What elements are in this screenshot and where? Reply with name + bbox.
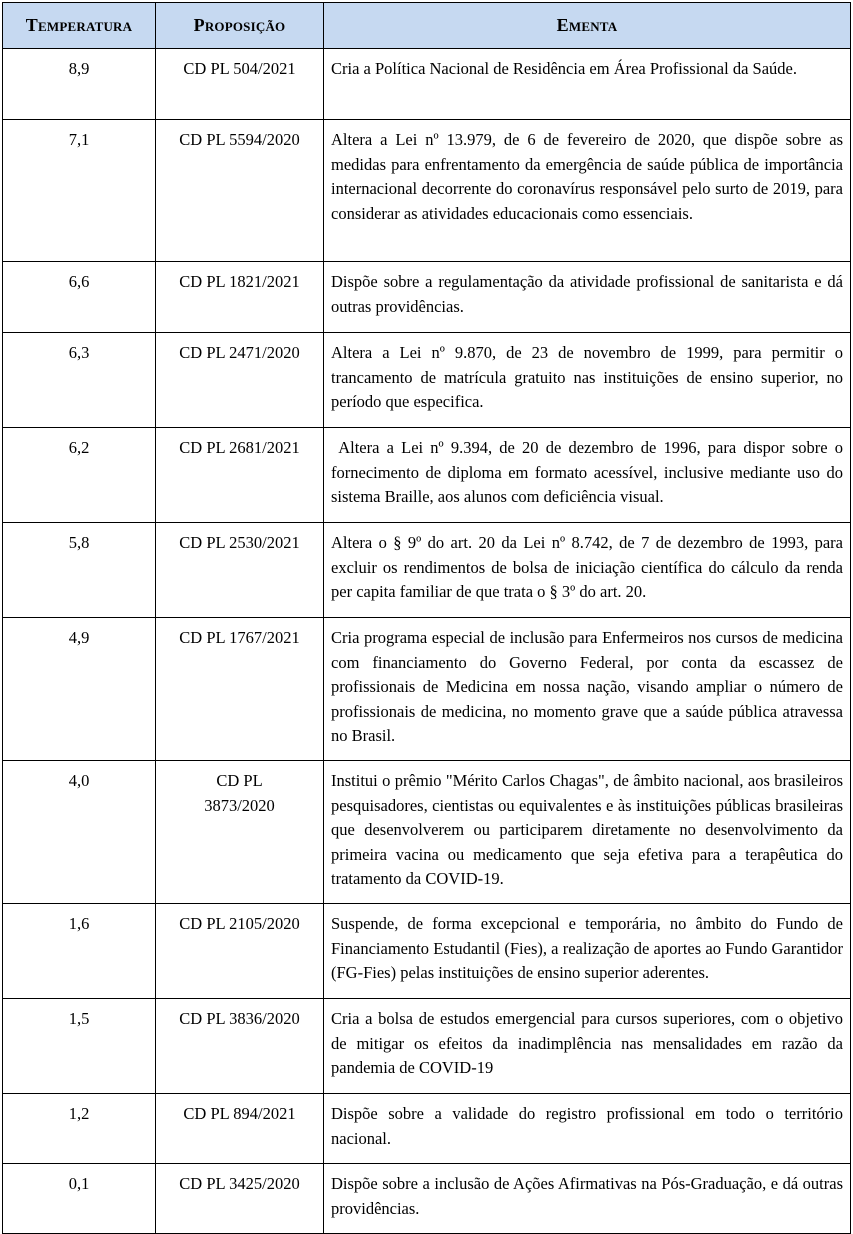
cell-ementa: Dispõe sobre a inclusão de Ações Afirmativas na Pós-Graduação, e dá outras providências. (324, 1164, 851, 1234)
table-row (3, 120, 851, 262)
cell-temperatura: 1,2 (3, 1094, 156, 1164)
cell-temperatura: 6,6 (3, 262, 156, 333)
table-row (3, 761, 851, 904)
cell-proposicao: CD PL 2681/2021 (156, 428, 324, 523)
table-row (3, 618, 851, 761)
cell-ementa: Institui o prêmio "Mérito Carlos Chagas", de âmbito nacional, aos brasileiros pesquisadores, cientistas ou equivalentes e às instituições públicas brasileiras que desenvolverem ou participarem diretamente no desenvolvimento da primeira vacina ou medicamento que seja efetiva para a terapêutica do tratamento da COVID-19. (324, 761, 851, 904)
header-proposicao: Proposição (156, 3, 324, 49)
cell-ementa: Altera a Lei nº 9.870, de 23 de novembro de 1999, para permitir o trancamento de matrícula gratuito nas instituições de ensino superior, no período que especifica. (324, 333, 851, 428)
cell-temperatura: 4,0 (3, 761, 156, 904)
table-row (3, 428, 851, 523)
cell-proposicao: CD PL 1767/2021 (156, 618, 324, 761)
cell-ementa: Cria a Política Nacional de Residência em Área Profissional da Saúde. (324, 49, 851, 120)
propositions-table (2, 2, 851, 1234)
cell-ementa: Suspende, de forma excepcional e temporária, no âmbito do Fundo de Financiamento Estudantil (Fies), a realização de aportes ao Fundo Garantidor (FG-Fies) pelas instituições de ensino superior aderentes. (324, 904, 851, 999)
cell-proposicao: CD PL 504/2021 (156, 49, 324, 120)
cell-ementa: Altera a Lei nº 9.394, de 20 de dezembro de 1996, para dispor sobre o fornecimento de diploma em formato acessível, inclusive mediante uso do sistema Braille, aos alunos com deficiência visual. (324, 428, 851, 523)
header-row (3, 3, 851, 49)
cell-temperatura: 6,3 (3, 333, 156, 428)
cell-ementa: Cria programa especial de inclusão para Enfermeiros nos cursos de medicina com financiamento do Governo Federal, por conta da escassez de profissionais de Medicina em nossa nação, visando ampliar o número de profissionais de medicina, no momento grave que a saúde pública atravessa no Brasil. (324, 618, 851, 761)
table-row (3, 904, 851, 999)
table-row (3, 999, 851, 1094)
cell-temperatura: 4,9 (3, 618, 156, 761)
cell-ementa: Cria a bolsa de estudos emergencial para cursos superiores, com o objetivo de mitigar os efeitos da inadimplência nas mensalidades em razão da pandemia de COVID-19 (324, 999, 851, 1094)
header-temperatura: Temperatura (3, 3, 156, 49)
cell-ementa: Dispõe sobre a regulamentação da atividade profissional de sanitarista e dá outras providências. (324, 262, 851, 333)
cell-proposicao: CD PL 2105/2020 (156, 904, 324, 999)
table-row (3, 1164, 851, 1234)
cell-proposicao: CD PL 894/2021 (156, 1094, 324, 1164)
table-row (3, 333, 851, 428)
cell-proposicao: CD PL 3425/2020 (156, 1164, 324, 1234)
cell-proposicao: CD PL 1821/2021 (156, 262, 324, 333)
table-row (3, 523, 851, 618)
cell-temperatura: 1,6 (3, 904, 156, 999)
cell-ementa: Dispõe sobre a validade do registro profissional em todo o território nacional. (324, 1094, 851, 1164)
cell-temperatura: 8,9 (3, 49, 156, 120)
header-ementa: Ementa (324, 3, 851, 49)
cell-proposicao: CD PL 5594/2020 (156, 120, 324, 262)
cell-proposicao: CD PL 3873/2020 (156, 761, 324, 904)
table-body (3, 49, 851, 1234)
cell-proposicao: CD PL 2471/2020 (156, 333, 324, 428)
table-row (3, 262, 851, 333)
cell-temperatura: 1,5 (3, 999, 156, 1094)
cell-proposicao: CD PL 2530/2021 (156, 523, 324, 618)
cell-temperatura: 0,1 (3, 1164, 156, 1234)
cell-temperatura: 7,1 (3, 120, 156, 262)
table-row (3, 1094, 851, 1164)
cell-proposicao: CD PL 3836/2020 (156, 999, 324, 1094)
cell-ementa: Altera a Lei nº 13.979, de 6 de fevereiro de 2020, que dispõe sobre as medidas para enfrentamento da emergência de saúde pública de importância internacional decorrente do coronavírus responsável pelo surto de 2019, para considerar as atividades educacionais como essenciais. (324, 120, 851, 262)
cell-ementa: Altera o § 9º do art. 20 da Lei nº 8.742, de 7 de dezembro de 1993, para excluir os rendimentos de bolsa de iniciação científica do cálculo da renda per capita familiar de que trata o § 3º do art. 20. (324, 523, 851, 618)
cell-temperatura: 6,2 (3, 428, 156, 523)
cell-temperatura: 5,8 (3, 523, 156, 618)
table-header (3, 3, 851, 49)
table-row (3, 49, 851, 120)
